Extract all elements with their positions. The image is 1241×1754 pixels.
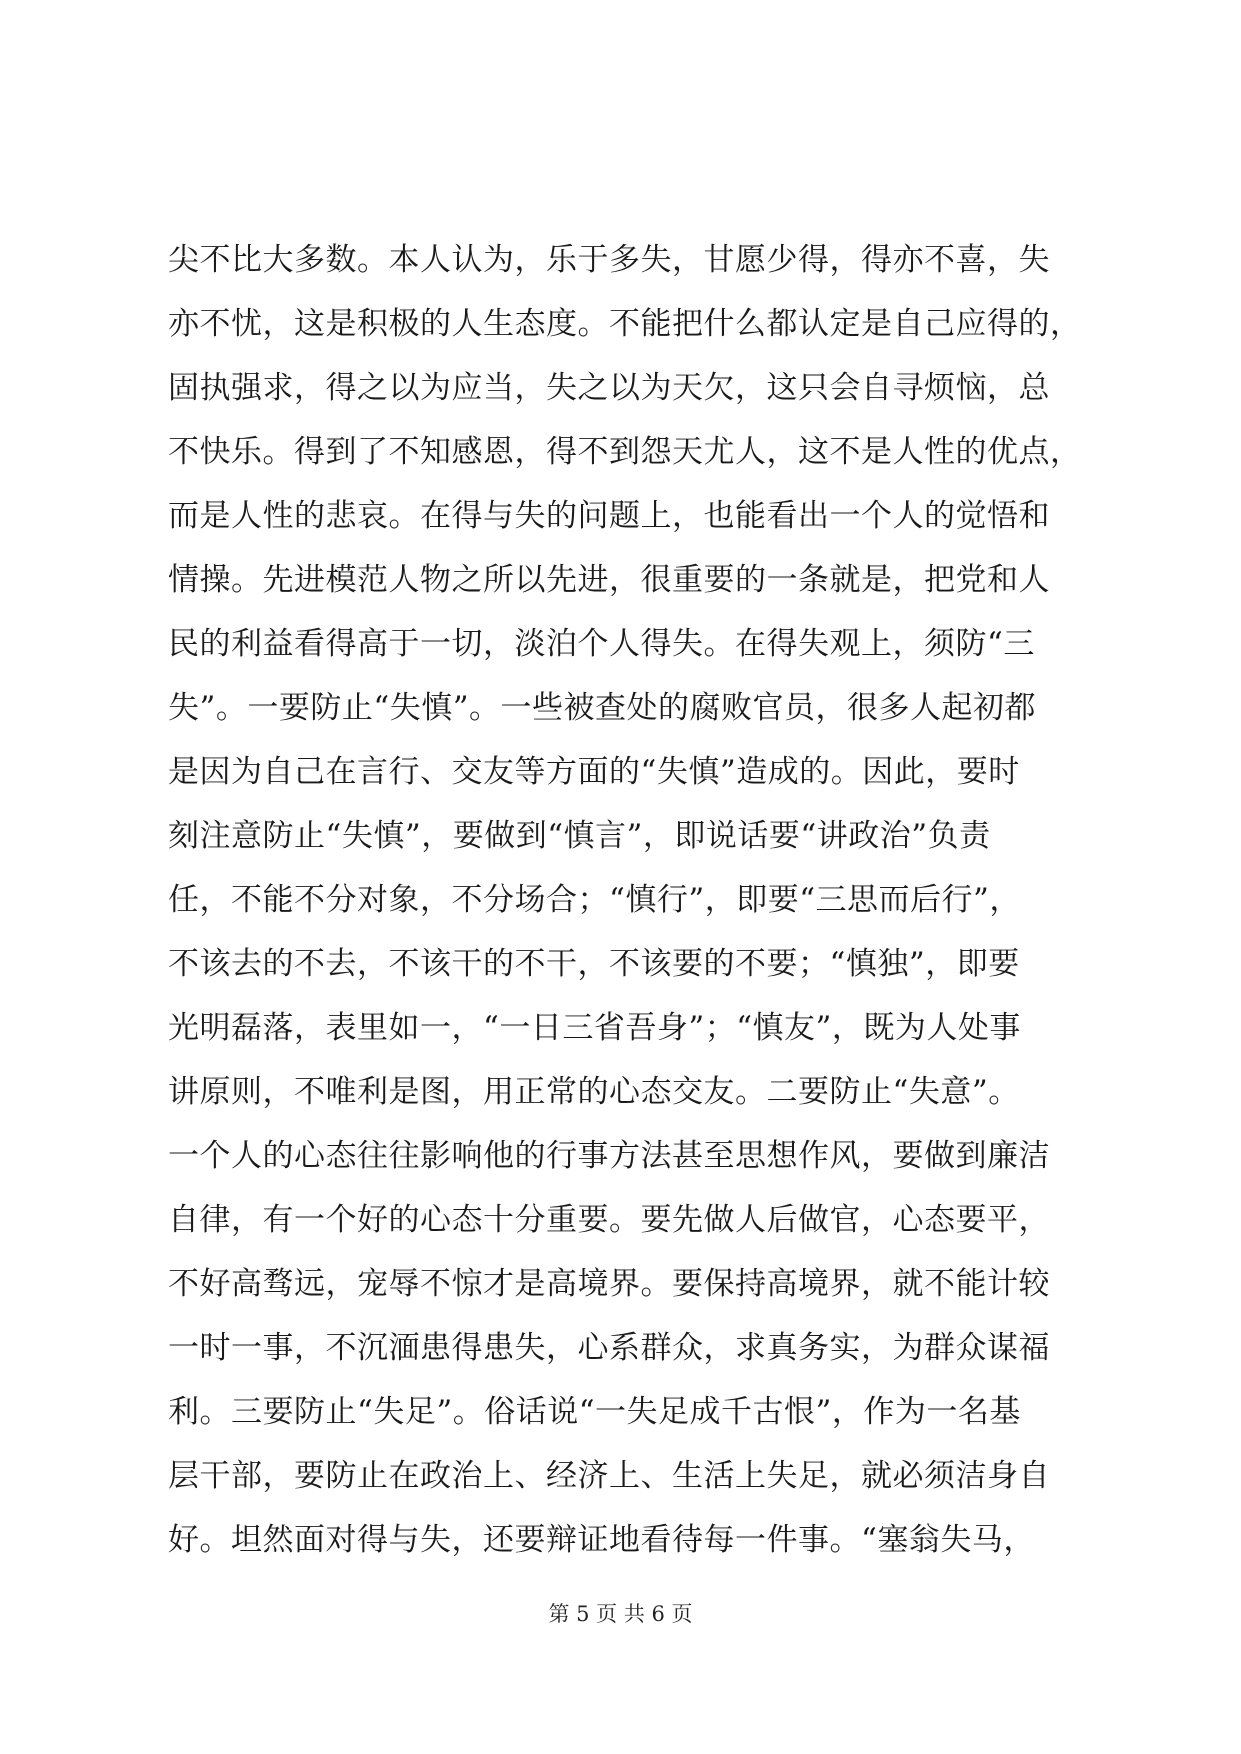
text-line: 好。坦然面对得与失，还要辩证地看待每一件事。“塞翁失马， — [168, 1522, 1035, 1558]
text-line: 一时一事，不沉湎患得患失，心系群众，求真务实，为群众谋福 — [168, 1330, 1050, 1366]
page-number-footer: 第 5 页 共 6 页 — [548, 1602, 693, 1626]
text-line: 不快乐。得到了不知感恩，得不到怨天尤人，这不是人性的优点， — [168, 434, 1082, 470]
text-line: 不该去的不去，不该干的不干，不该要的不要；“慎独”，即要 — [168, 946, 1020, 982]
text-line: 不好高骛远，宠辱不惊才是高境界。要保持高境界，就不能计较 — [168, 1266, 1050, 1302]
text-line: 是因为自己在言行、交友等方面的“失慎”造成的。因此，要时 — [168, 754, 1020, 790]
text-line: 自律，有一个好的心态十分重要。要先做人后做官，心态要平， — [168, 1202, 1050, 1238]
text-line: 尖不比大多数。本人认为，乐于多失，甘愿少得，得亦不喜，失 — [168, 242, 1050, 278]
body-text — [168, 228, 1088, 1572]
text-line: 刻注意防止“失慎”，要做到“慎言”，即说话要“讲政治”负责 — [168, 818, 991, 854]
text-line: 固执强求，得之以为应当，失之以为天欠，这只会自寻烦恼，总 — [168, 370, 1050, 406]
text-line: 一个人的心态往往影响他的行事方法甚至思想作风，要做到廉洁 — [168, 1138, 1050, 1174]
text-line: 层干部，要防止在政治上、经济上、生活上失足，就必须洁身自 — [168, 1458, 1050, 1494]
text-line: 民的利益看得高于一切，淡泊个人得失。在得失观上，须防“三 — [168, 626, 1035, 662]
text-line: 利。三要防止“失足”。俗话说“一失足成千古恨”，作为一名基 — [168, 1394, 1021, 1430]
text-line: 而是人性的悲哀。在得与失的问题上，也能看出一个人的觉悟和 — [168, 498, 1050, 534]
text-line: 讲原则，不唯利是图，用正常的心态交友。二要防止“失意”。 — [168, 1074, 1020, 1110]
text-line: 亦不忧，这是积极的人生态度。不能把什么都认定是自己应得的， — [168, 306, 1082, 342]
text-line: 光明磊落，表里如一，“一日三省吾身”；“慎友”，既为人处事 — [168, 1010, 1021, 1046]
text-line: 任，不能不分对象，不分场合；“慎行”，即要“三思而后行”， — [168, 882, 1021, 918]
text-line: 情操。先进模范人物之所以先进，很重要的一条就是，把党和人 — [168, 562, 1050, 598]
text-line: 失”。一要防止“失慎”。一些被查处的腐败官员，很多人起初都 — [168, 690, 1037, 726]
